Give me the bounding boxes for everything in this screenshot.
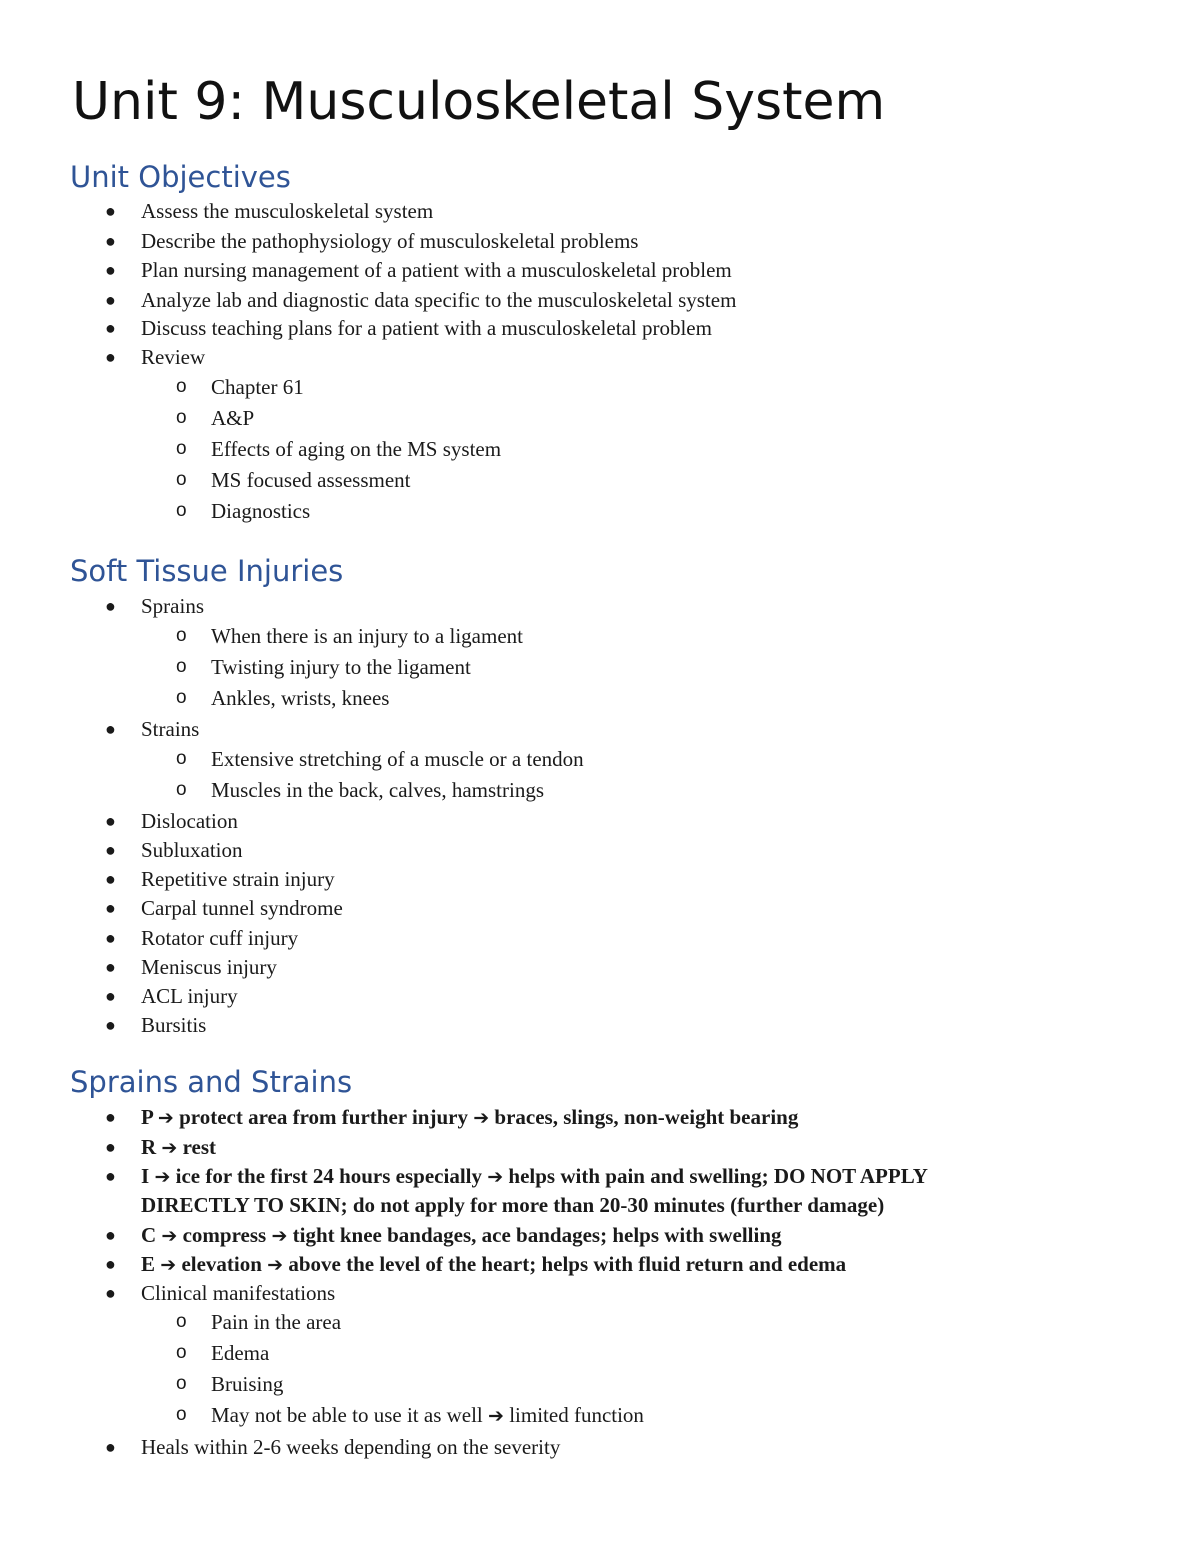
bullet-marker: ●	[105, 957, 116, 977]
clinical-manifestations-item: ● Clinical manifestations	[141, 1278, 335, 1308]
arrow-right-icon: ➔	[473, 1107, 490, 1129]
price-item-c: ● C ➔ compress ➔ tight knee bandages, ace bandages; helps with swelling	[141, 1220, 782, 1251]
injury-item: ● Repetitive strain injury	[141, 864, 335, 894]
strains-sub-item: o Muscles in the back, calves, hamstrings	[211, 775, 544, 805]
sprains-sub-item: o Ankles, wrists, knees	[211, 683, 389, 713]
bullet-marker: ●	[105, 1283, 116, 1303]
sub-bullet-marker: o	[176, 1373, 187, 1394]
clinical-sub-item: o May not be able to use it as well ➔ limited function	[211, 1400, 644, 1431]
objective-item: ● Review	[141, 342, 205, 372]
sub-bullet-marker: o	[176, 1311, 187, 1332]
review-sub-item: o Diagnostics	[211, 496, 310, 526]
bullet-marker: ●	[105, 201, 116, 221]
heading-unit-objectives: Unit Objectives	[70, 160, 291, 194]
sub-bullet-marker: o	[176, 748, 187, 769]
review-sub-item: o Effects of aging on the MS system	[211, 434, 501, 464]
review-sub-item: o A&P	[211, 403, 254, 433]
bullet-marker: ●	[105, 928, 116, 948]
sub-bullet-marker: o	[176, 687, 187, 708]
bullet-marker: ●	[105, 1015, 116, 1035]
bullet-marker: ●	[105, 1107, 116, 1127]
bullet-marker: ●	[105, 1437, 116, 1457]
bullet-marker: ●	[105, 318, 116, 338]
arrow-right-icon: ➔	[487, 1166, 504, 1188]
injury-item: ● ACL injury	[141, 981, 238, 1011]
page-title: Unit 9: Musculoskeletal System	[72, 72, 886, 132]
arrow-right-icon: ➔	[154, 1166, 171, 1188]
price-item-e: ● E ➔ elevation ➔ above the level of the heart; helps with fluid return and edema	[141, 1249, 846, 1280]
sprains-sub-item: o Twisting injury to the ligament	[211, 652, 471, 682]
arrow-right-icon: ➔	[488, 1405, 504, 1427]
sub-bullet-marker: o	[176, 376, 187, 397]
injury-item-strains: ● Strains	[141, 714, 199, 744]
objective-item: ● Describe the pathophysiology of musculoskeletal problems	[141, 226, 638, 256]
sub-bullet-marker: o	[176, 656, 187, 677]
sub-bullet-marker: o	[176, 1404, 187, 1425]
arrow-right-icon: ➔	[160, 1254, 177, 1276]
bullet-marker: ●	[105, 1137, 116, 1157]
injury-item: ● Rotator cuff injury	[141, 923, 298, 953]
price-item-r: ● R ➔ rest	[141, 1132, 216, 1163]
price-item-p: ● P ➔ protect area from further injury ➔ braces, slings, non-weight bearing	[141, 1102, 798, 1133]
objective-item: ● Assess the musculoskeletal system	[141, 196, 433, 226]
bullet-marker: ●	[105, 1225, 116, 1245]
price-item-i-continued: DIRECTLY TO SKIN; do not apply for more than 20-30 minutes (further damage)	[141, 1193, 885, 1217]
sub-bullet-marker: o	[176, 469, 187, 490]
objective-item: ● Discuss teaching plans for a patient with a musculoskeletal problem	[141, 313, 712, 343]
bullet-marker: ●	[105, 347, 116, 367]
bullet-marker: ●	[105, 1254, 116, 1274]
sub-bullet-marker: o	[176, 779, 187, 800]
sub-bullet-marker: o	[176, 500, 187, 521]
arrow-right-icon: ➔	[267, 1254, 284, 1276]
review-sub-item: o Chapter 61	[211, 372, 304, 402]
bullet-marker: ●	[105, 596, 116, 616]
clinical-sub-item: o Edema	[211, 1338, 269, 1368]
injury-item: ● Bursitis	[141, 1010, 206, 1040]
heading-sprains-and-strains: Sprains and Strains	[70, 1065, 353, 1099]
sprains-sub-item: o When there is an injury to a ligament	[211, 621, 523, 651]
bullet-marker: ●	[105, 290, 116, 310]
injury-item: ● Carpal tunnel syndrome	[141, 893, 343, 923]
bullet-marker: ●	[105, 840, 116, 860]
bullet-marker: ●	[105, 719, 116, 739]
sub-bullet-marker: o	[176, 625, 187, 646]
clinical-sub-item: o Bruising	[211, 1369, 283, 1399]
heals-item: ● Heals within 2-6 weeks depending on the severity	[141, 1432, 560, 1462]
objective-item: ● Analyze lab and diagnostic data specific to the musculoskeletal system	[141, 285, 736, 315]
bullet-marker: ●	[105, 260, 116, 280]
injury-item: ● Dislocation	[141, 806, 238, 836]
heading-soft-tissue-injuries: Soft Tissue Injuries	[70, 554, 344, 588]
bullet-marker: ●	[105, 986, 116, 1006]
bullet-marker: ●	[105, 869, 116, 889]
bullet-marker: ●	[105, 231, 116, 251]
arrow-right-icon: ➔	[161, 1137, 178, 1159]
bullet-marker: ●	[105, 898, 116, 918]
strains-sub-item: o Extensive stretching of a muscle or a tendon	[211, 744, 584, 774]
injury-item: ● Meniscus injury	[141, 952, 277, 982]
arrow-right-icon: ➔	[157, 1107, 174, 1129]
price-item-i: ● I ➔ ice for the first 24 hours especially ➔ helps with pain and swelling; DO NOT APPLY	[141, 1161, 928, 1192]
sub-bullet-marker: o	[176, 1342, 187, 1363]
clinical-sub-item: o Pain in the area	[211, 1307, 341, 1337]
sub-bullet-marker: o	[176, 438, 187, 459]
arrow-right-icon: ➔	[271, 1225, 288, 1247]
review-sub-item: o MS focused assessment	[211, 465, 410, 495]
bullet-marker: ●	[105, 811, 116, 831]
objective-item: ● Plan nursing management of a patient with a musculoskeletal problem	[141, 255, 732, 285]
bullet-marker: ●	[105, 1166, 116, 1186]
injury-item: ● Subluxation	[141, 835, 243, 865]
arrow-right-icon: ➔	[161, 1225, 178, 1247]
sub-bullet-marker: o	[176, 407, 187, 428]
injury-item-sprains: ● Sprains	[141, 591, 204, 621]
